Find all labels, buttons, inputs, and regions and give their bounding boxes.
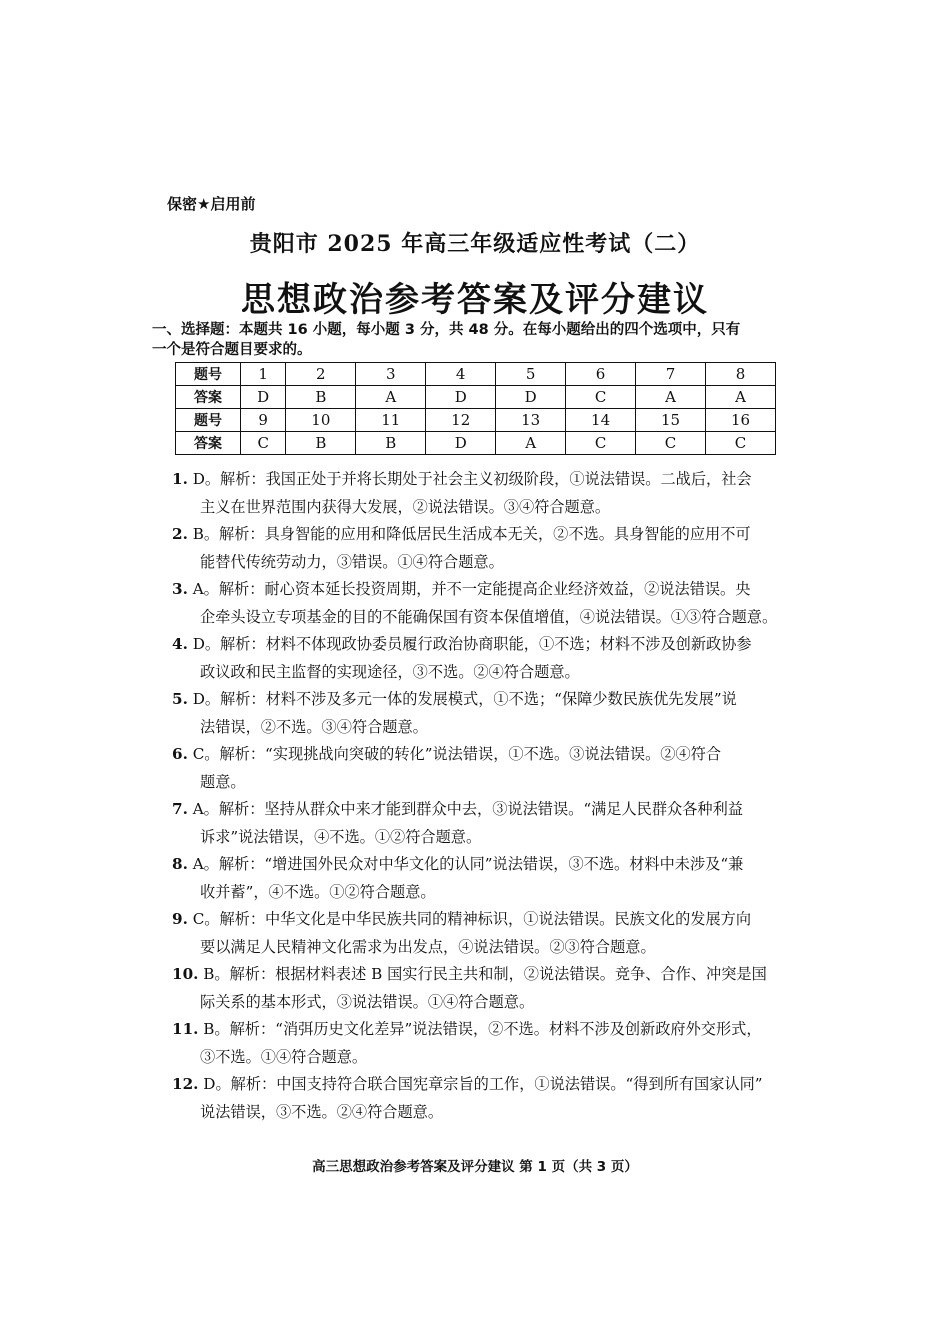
explanation-text: B。解析：根据材料表述 B 国实行民主共和制，②说法错误。竞争、合作、冲突是国: [203, 965, 767, 983]
explanation-text: 说法错误，③不选。②④符合题意。: [200, 1102, 443, 1121]
page-footer: 高三思想政治参考答案及评分建议 第 1 页（共 3 页）: [312, 1159, 638, 1175]
answer-table-row: [176, 432, 776, 455]
table-cell: D: [496, 386, 566, 409]
table-cell: 15: [636, 409, 706, 432]
table-cell: 13: [496, 409, 566, 432]
exam-title: 贵阳市 2025 年高三年级适应性考试（二）: [249, 231, 701, 257]
table-cell: 11: [356, 409, 426, 432]
answer-table: [175, 362, 776, 455]
table-cell: C: [566, 432, 636, 455]
table-cell: B: [286, 386, 356, 409]
section-heading-line: 一个是符合题目要求的。: [152, 342, 312, 358]
question-number: 10.: [172, 965, 199, 983]
confidential-mark: 保密★启用前: [167, 195, 256, 213]
question-number: 2.: [172, 525, 188, 543]
explanation-text: 企牵头设立专项基金的目的不能确保国有资本保值增值，④说法错误。①③符合题意。: [200, 607, 778, 626]
row-label: 答案: [176, 432, 241, 455]
explanation-first-line: [172, 796, 792, 824]
table-cell: D: [426, 386, 496, 409]
explanation-item: [172, 851, 792, 906]
question-number: 9.: [172, 910, 188, 928]
explanation-first-line: [172, 906, 792, 934]
explanation-text: D。解析：中国支持符合联合国宪章宗旨的工作，①说法错误。“得到所有国家认同”: [203, 1075, 763, 1093]
explanation-text: B。解析：“消弭历史文化差异”说法错误，②不选。材料不涉及创新政府外交形式，: [203, 1020, 762, 1038]
explanation-item: [172, 796, 792, 851]
explanation-text: C。解析：中华文化是中华民族共同的精神标识，①说法错误。民族文化的发展方向: [192, 910, 752, 928]
table-cell: C: [636, 432, 706, 455]
explanation-first-line: [172, 851, 792, 879]
answer-table-row: [176, 409, 776, 432]
explanation-text: D。解析：材料不体现政协委员履行政治协商职能，①不选；材料不涉及创新政协参: [192, 635, 752, 653]
table-cell: 8: [705, 363, 775, 386]
explanation-item: [172, 521, 792, 576]
question-number: 3.: [172, 580, 188, 598]
table-cell: D: [426, 432, 496, 455]
explanation-item: [172, 1016, 792, 1071]
explanation-text: 题意。: [200, 772, 246, 791]
document-title: 思想政治参考答案及评分建议: [241, 280, 709, 320]
explanation-first-line: [172, 631, 792, 659]
explanation-first-line: [172, 1071, 792, 1099]
explanation-text: B。解析：具身智能的应用和降低居民生活成本无关，②不选。具身智能的应用不可: [192, 525, 751, 543]
table-cell: A: [356, 386, 426, 409]
explanation-text: 际关系的基本形式，③说法错误。①④符合题意。: [200, 992, 535, 1011]
table-cell: 16: [705, 409, 775, 432]
section-heading-line: 一、选择题：本题共 16 小题，每小题 3 分，共 48 分。在每小题给出的四个选项中，只有: [152, 322, 741, 338]
explanation-first-line: [172, 1016, 792, 1044]
answer-table-row: [176, 363, 776, 386]
table-cell: 2: [286, 363, 356, 386]
table-cell: 7: [636, 363, 706, 386]
explanation-first-line: [172, 576, 792, 604]
table-cell: C: [241, 432, 286, 455]
explanation-text: A。解析：“增进国外民众对中华文化的认同”说法错误，③不选。材料中未涉及“兼: [192, 855, 744, 873]
explanation-text: 要以满足人民精神文化需求为出发点，④说法错误。②③符合题意。: [200, 937, 656, 956]
explanation-first-line: [172, 686, 792, 714]
question-number: 8.: [172, 855, 188, 873]
table-cell: 5: [496, 363, 566, 386]
table-cell: A: [705, 386, 775, 409]
question-number: 12.: [172, 1075, 199, 1093]
table-cell: 10: [286, 409, 356, 432]
table-cell: 12: [426, 409, 496, 432]
question-number: 7.: [172, 800, 188, 818]
table-cell: 9: [241, 409, 286, 432]
explanation-text: D。解析：材料不涉及多元一体的发展模式，①不选；“保障少数民族优先发展”说: [192, 690, 737, 708]
table-cell: A: [496, 432, 566, 455]
explanation-first-line: [172, 466, 792, 494]
explanation-item: [172, 631, 792, 686]
question-number: 6.: [172, 745, 188, 763]
explanation-text: 法错误，②不选。③④符合题意。: [200, 717, 428, 736]
explanation-item: [172, 686, 792, 741]
explanation-text: 收并蓄”，④不选。①②符合题意。: [200, 882, 436, 901]
explanation-text: A。解析：坚持从群众中来才能到群众中去，③说法错误。“满足人民群众各种利益: [192, 800, 743, 818]
explanation-item: [172, 466, 792, 521]
table-cell: 1: [241, 363, 286, 386]
explanation-item: [172, 741, 792, 796]
explanation-list: [172, 466, 792, 1126]
row-label: 答案: [176, 386, 241, 409]
table-cell: C: [705, 432, 775, 455]
question-number: 1.: [172, 470, 188, 488]
explanation-text: A。解析：耐心资本延长投资周期，并不一定能提高企业经济效益，②说法错误。央: [192, 580, 751, 598]
question-number: 5.: [172, 690, 188, 708]
table-cell: 3: [356, 363, 426, 386]
explanation-first-line: [172, 521, 792, 549]
explanation-item: [172, 961, 792, 1016]
explanation-text: 主义在世界范围内获得大发展，②说法错误。③④符合题意。: [200, 497, 611, 516]
table-cell: C: [566, 386, 636, 409]
table-cell: B: [286, 432, 356, 455]
table-cell: 4: [426, 363, 496, 386]
explanation-item: [172, 1071, 792, 1126]
explanation-text: 能替代传统劳动力，③错误。①④符合题意。: [200, 552, 504, 571]
explanation-item: [172, 906, 792, 961]
explanation-text: 诉求”说法错误，④不选。①②符合题意。: [200, 827, 482, 846]
explanation-first-line: [172, 961, 792, 989]
explanation-text: 政议政和民主监督的实现途径，③不选。②④符合题意。: [200, 662, 580, 681]
table-cell: A: [636, 386, 706, 409]
explanation-text: D。解析：我国正处于并将长期处于社会主义初级阶段，①说法错误。二战后，社会: [192, 470, 752, 488]
row-label: 题号: [176, 363, 241, 386]
question-number: 11.: [172, 1020, 199, 1038]
row-label: 题号: [176, 409, 241, 432]
explanation-text: C。解析：“实现挑战向突破的转化”说法错误，①不选。③说法错误。②④符合: [192, 745, 722, 763]
table-cell: D: [241, 386, 286, 409]
answer-table-row: [176, 386, 776, 409]
question-number: 4.: [172, 635, 188, 653]
explanation-text: ③不选。①④符合题意。: [200, 1047, 368, 1066]
explanation-first-line: [172, 741, 792, 769]
table-cell: 14: [566, 409, 636, 432]
table-cell: B: [356, 432, 426, 455]
explanation-item: [172, 576, 792, 631]
table-cell: 6: [566, 363, 636, 386]
section-heading: [152, 320, 792, 360]
